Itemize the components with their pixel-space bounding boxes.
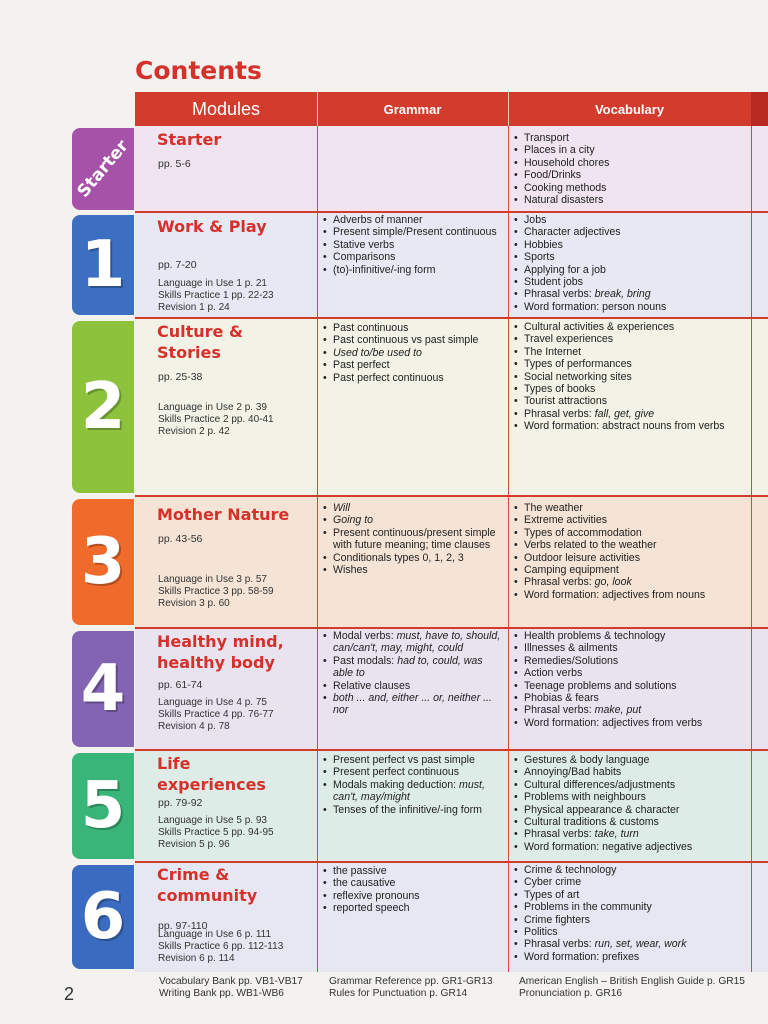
grammar-item: [322, 226, 504, 238]
vocabulary-item: [513, 692, 748, 704]
grammar-text: Conditionals types 0, 1, 2, 3: [333, 551, 464, 564]
reference-line: Revision 6 p. 114: [158, 953, 235, 964]
footer-col-2: [329, 976, 493, 1000]
vocabulary-text: Phrasal verbs:: [524, 704, 595, 717]
vocabulary-text: Crime fighters: [524, 913, 590, 926]
module-tab: [72, 215, 134, 315]
grammar-item: [322, 804, 504, 816]
module-row: [135, 628, 768, 750]
grammar-text: Adverbs of manner: [333, 214, 423, 226]
vocabulary-text: Word formation: prefixes: [524, 950, 640, 963]
footer-col-1: [159, 976, 303, 1000]
module-pages: pp. 79-92: [158, 797, 203, 809]
module-row: [135, 750, 768, 862]
vocabulary-text: Crime & technology: [524, 864, 617, 876]
vocabulary-item: [513, 321, 748, 333]
module-row: [135, 496, 768, 628]
row-separator: [135, 861, 768, 863]
vocabulary-item: [513, 132, 748, 144]
vocabulary-text: Student jobs: [524, 276, 583, 289]
header-edge: [751, 92, 768, 126]
module-pages: pp. 7-20: [158, 259, 197, 271]
module-number: 1: [80, 228, 126, 302]
grammar-text: Past continuous: [333, 322, 409, 334]
grammar-text: reflexive pronouns: [333, 889, 420, 902]
grammar-text: Wishes: [333, 564, 368, 577]
column-divider: [751, 750, 752, 862]
vocabulary-text: Types of art: [524, 888, 580, 901]
vocabulary-item: [513, 226, 748, 238]
vocabulary-list: [513, 754, 748, 853]
reference-line: Language in Use 1 p. 21: [158, 278, 267, 289]
grammar-italic: must, have to, should, can/can't, may, might, could: [333, 630, 501, 655]
reference-line: Revision 5 p. 96: [158, 839, 230, 850]
grammar-italic: Will: [333, 502, 350, 514]
footer-col-3: [519, 976, 745, 1000]
vocabulary-item: [513, 791, 748, 803]
vocabulary-text: Action verbs: [524, 667, 583, 680]
vocabulary-text: Phrasal verbs:: [524, 938, 595, 951]
grammar-list: [322, 322, 504, 384]
vocabulary-item: [513, 754, 748, 766]
vocabulary-text: The Internet: [524, 345, 582, 358]
vocabulary-text: Cultural differences/adjustments: [524, 778, 676, 791]
vocabulary-text: Problems with neighbours: [524, 791, 646, 804]
reference-line: Skills Practice 3 pp. 58-59: [158, 586, 274, 597]
grammar-text: the causative: [333, 877, 396, 890]
module-row: [135, 126, 768, 212]
vocabulary-item: [513, 157, 748, 169]
grammar-item: [322, 630, 504, 655]
grammar-list: [322, 502, 504, 576]
vocabulary-text: The weather: [524, 502, 583, 514]
grammar-list: [322, 630, 504, 717]
module-number: 4: [80, 652, 126, 726]
vocabulary-item: [513, 371, 748, 383]
page-number: 2: [64, 984, 75, 1004]
vocabulary-list: [513, 321, 748, 433]
grammar-item: [322, 779, 504, 804]
column-divider: [751, 628, 752, 750]
grammar-text: Modal verbs:: [333, 630, 397, 642]
vocabulary-text: Types of books: [524, 383, 596, 396]
vocabulary-text: Household chores: [524, 156, 610, 169]
grammar-item: [322, 692, 504, 717]
grammar-item: [322, 754, 504, 766]
vocabulary-text: Cyber crime: [524, 876, 582, 889]
module-pages: pp. 61-74: [158, 679, 203, 691]
vocabulary-italic: go, look: [594, 576, 632, 589]
column-divider: [508, 496, 509, 628]
vocabulary-item: [513, 239, 748, 251]
vocabulary-text: Social networking sites: [524, 370, 632, 383]
grammar-italic: Used to/be used to: [333, 346, 422, 359]
grammar-item: [322, 552, 504, 564]
vocabulary-text: Word formation: adjectives from verbs: [524, 716, 703, 729]
vocabulary-item: [513, 182, 748, 194]
grammar-italic: both ... and, either ... or, neither ... nor: [333, 692, 492, 717]
column-divider: [508, 126, 509, 212]
reference-line: Language in Use 3 p. 57: [158, 574, 267, 585]
footer-line: Vocabulary Bank pp. VB1-VB17: [159, 976, 303, 987]
vocabulary-item: [513, 333, 748, 345]
vocabulary-text: Travel experiences: [524, 333, 614, 346]
module-references: [158, 815, 274, 851]
grammar-text: Present perfect vs past simple: [333, 754, 475, 766]
module-name: Starter: [157, 130, 222, 149]
module-number: 2: [80, 370, 126, 444]
grammar-text: Past modals:: [333, 654, 398, 667]
vocabulary-text: Word formation: negative adjectives: [524, 840, 693, 853]
grammar-text: (to)-infinitive/-ing form: [333, 263, 436, 276]
vocabulary-text: Character adjectives: [524, 226, 621, 239]
header-vocabulary: Vocabulary: [594, 101, 665, 117]
column-divider: [508, 212, 509, 318]
vocabulary-text: Politics: [524, 926, 558, 939]
vocabulary-item: [513, 383, 748, 395]
grammar-italic: Going to: [333, 514, 374, 527]
vocabulary-text: Annoying/Bad habits: [524, 766, 622, 779]
vocabulary-item: [513, 779, 748, 791]
vocabulary-item: [513, 276, 748, 288]
vocabulary-text: Outdoor leisure activities: [524, 551, 640, 564]
column-divider: [317, 862, 318, 972]
row-separator: [135, 211, 768, 213]
module-name: Mother Nature: [157, 505, 290, 524]
column-divider: [751, 126, 752, 212]
vocabulary-item: [513, 589, 748, 601]
grammar-text: Present simple/Present continuous: [333, 226, 497, 239]
vocabulary-list: [513, 214, 748, 313]
vocabulary-list: [513, 132, 748, 206]
grammar-text: Relative clauses: [333, 679, 411, 692]
vocabulary-item: [513, 914, 748, 926]
page-title: Contents: [135, 56, 262, 85]
grammar-text: Tenses of the infinitive/-ing form: [333, 803, 482, 816]
grammar-text: Stative verbs: [333, 238, 395, 251]
vocabulary-text: Gestures & body language: [524, 754, 650, 766]
module-name: Culture & Stories: [157, 322, 243, 362]
grammar-item: [322, 251, 504, 263]
vocabulary-item: [513, 144, 748, 156]
grammar-item: [322, 347, 504, 359]
module-references: [158, 574, 274, 610]
reference-line: Language in Use 5 p. 93: [158, 815, 267, 826]
module-tab: [72, 865, 134, 969]
module-row: [135, 212, 768, 318]
vocabulary-item: [513, 408, 748, 420]
row-separator: [135, 749, 768, 751]
vocabulary-italic: break, bring: [594, 288, 651, 301]
module-pages: pp. 43-56: [158, 533, 203, 545]
footer-line: Rules for Punctuation p. GR14: [329, 988, 468, 999]
vocabulary-list: [513, 502, 748, 601]
vocabulary-text: Phrasal verbs:: [524, 288, 595, 301]
vocabulary-text: Camping equipment: [524, 564, 619, 577]
vocabulary-text: Phrasal verbs:: [524, 828, 595, 841]
column-divider: [317, 318, 318, 496]
grammar-item: [322, 264, 504, 276]
reference-line: Language in Use 4 p. 75: [158, 697, 267, 708]
vocabulary-text: Illnesses & ailments: [524, 642, 618, 655]
vocabulary-item: [513, 926, 748, 938]
vocabulary-item: [513, 527, 748, 539]
vocabulary-text: Sports: [524, 251, 555, 264]
column-divider: [317, 126, 318, 212]
vocabulary-text: Hobbies: [524, 238, 563, 251]
module-name: Crime & community: [157, 865, 258, 905]
vocabulary-text: Word formation: adjectives from nouns: [524, 588, 706, 601]
column-divider: [508, 750, 509, 862]
reference-line: Revision 4 p. 78: [158, 721, 230, 732]
grammar-item: [322, 902, 504, 914]
vocabulary-text: Phobias & fears: [524, 692, 599, 705]
column-divider: [508, 318, 509, 496]
vocabulary-item: [513, 901, 748, 913]
grammar-text: Comparisons: [333, 251, 396, 264]
vocabulary-item: [513, 864, 748, 876]
grammar-item: [322, 372, 504, 384]
reference-line: Skills Practice 4 pp. 76-77: [158, 709, 274, 720]
column-divider: [317, 496, 318, 628]
module-row: [135, 862, 768, 972]
grammar-text: Present continuous/present simple with future meaning; time clauses: [333, 526, 496, 552]
vocabulary-item: [513, 816, 748, 828]
vocabulary-item: [513, 642, 748, 654]
vocabulary-item: [513, 717, 748, 729]
table-header: [135, 92, 768, 126]
column-divider: [751, 212, 752, 318]
grammar-item: [322, 564, 504, 576]
reference-line: Skills Practice 1 pp. 22-23: [158, 290, 274, 301]
vocabulary-item: [513, 288, 748, 300]
row-separator: [135, 317, 768, 319]
module-references: [158, 929, 283, 965]
module-name: Work & Play: [157, 217, 267, 236]
vocabulary-italic: run, set, wear, work: [594, 938, 687, 951]
vocabulary-text: Phrasal verbs:: [524, 576, 595, 589]
vocabulary-text: Problems in the community: [524, 901, 652, 914]
column-divider: [751, 318, 752, 496]
vocabulary-item: [513, 346, 748, 358]
vocabulary-text: Physical appearance & character: [524, 803, 680, 816]
row-separator: [135, 495, 768, 497]
grammar-item: [322, 877, 504, 889]
vocabulary-item: [513, 169, 748, 181]
column-divider: [317, 628, 318, 750]
grammar-item: [322, 359, 504, 371]
vocabulary-text: Tourist attractions: [524, 395, 608, 408]
vocabulary-item: [513, 214, 748, 226]
grammar-item: [322, 214, 504, 226]
column-divider: [751, 496, 752, 628]
module-number: 5: [80, 769, 126, 843]
module-number: 6: [80, 880, 126, 954]
grammar-list: [322, 214, 504, 276]
vocabulary-text: Cultural traditions & customs: [524, 816, 659, 829]
module-pages: pp. 5-6: [158, 158, 191, 170]
vocabulary-item: [513, 264, 748, 276]
header-grammar: Grammar: [383, 101, 442, 117]
vocabulary-item: [513, 358, 748, 370]
vocabulary-text: Natural disasters: [524, 194, 604, 207]
module-tab: [72, 321, 134, 493]
vocabulary-text: Jobs: [524, 214, 547, 226]
column-divider: [508, 862, 509, 972]
vocabulary-item: [513, 514, 748, 526]
module-references: [158, 697, 274, 733]
column-divider: [317, 212, 318, 318]
vocabulary-text: Types of performances: [524, 358, 632, 371]
vocabulary-item: [513, 502, 748, 514]
vocabulary-text: Remedies/Solutions: [524, 654, 619, 667]
grammar-text: Past continuous vs past simple: [333, 334, 479, 347]
grammar-item: [322, 890, 504, 902]
column-divider: [317, 750, 318, 862]
vocabulary-item: [513, 395, 748, 407]
reference-line: Language in Use 2 p. 39: [158, 402, 267, 413]
grammar-text: reported speech: [333, 902, 410, 915]
grammar-item: [322, 865, 504, 877]
reference-line: Revision 2 p. 42: [158, 426, 230, 437]
vocabulary-item: [513, 301, 748, 313]
grammar-item: [322, 239, 504, 251]
module-pages: pp. 97-110: [158, 920, 208, 932]
vocabulary-item: [513, 420, 748, 432]
grammar-item: [322, 502, 504, 514]
grammar-item: [322, 766, 504, 778]
starter-tab: [72, 128, 134, 210]
grammar-italic: had to, could, was able to: [333, 654, 483, 680]
grammar-item: [322, 514, 504, 526]
vocabulary-item: [513, 841, 748, 853]
module-tab: [72, 753, 134, 859]
grammar-italic: must, can't, may/might: [333, 778, 485, 804]
vocabulary-item: [513, 552, 748, 564]
vocabulary-item: [513, 889, 748, 901]
vocabulary-italic: fall, get, give: [594, 407, 655, 420]
vocabulary-text: Extreme activities: [524, 514, 608, 527]
vocabulary-item: [513, 667, 748, 679]
vocabulary-text: Food/Drinks: [524, 169, 582, 182]
reference-line: Revision 3 p. 60: [158, 598, 230, 609]
grammar-item: [322, 655, 504, 680]
vocabulary-item: [513, 655, 748, 667]
vocabulary-text: Places in a city: [524, 144, 595, 157]
module-number: 3: [80, 525, 126, 599]
vocabulary-list: [513, 630, 748, 729]
module-name: Healthy mind, healthy body: [157, 632, 284, 672]
grammar-list: [322, 865, 504, 915]
footer-line: Grammar Reference pp. GR1-GR13: [329, 976, 493, 987]
module-name: Life experiences: [157, 754, 266, 794]
vocabulary-item: [513, 564, 748, 576]
column-divider: [508, 628, 509, 750]
vocabulary-item: [513, 251, 748, 263]
vocabulary-item: [513, 876, 748, 888]
vocabulary-text: Word formation: abstract nouns from verbs: [524, 420, 725, 433]
vocabulary-item: [513, 576, 748, 588]
grammar-list: [322, 754, 504, 816]
reference-line: Skills Practice 5 pp. 94-95: [158, 827, 274, 838]
grammar-text: the passive: [333, 865, 387, 877]
grammar-item: [322, 680, 504, 692]
vocabulary-item: [513, 938, 748, 950]
grammar-text: Past perfect continuous: [333, 371, 444, 384]
module-references: [158, 402, 274, 438]
row-separator: [135, 627, 768, 629]
grammar-text: Past perfect: [333, 359, 390, 372]
vocabulary-item: [513, 194, 748, 206]
vocabulary-item: [513, 680, 748, 692]
footer-line: American English – British English Guide p. GR15: [519, 976, 745, 987]
grammar-item: [322, 527, 504, 552]
vocabulary-text: Verbs related to the weather: [524, 539, 657, 552]
header-modules: Modules: [191, 98, 261, 119]
vocabulary-text: Health problems & technology: [524, 630, 666, 642]
vocabulary-text: Cooking methods: [524, 181, 607, 194]
column-divider: [751, 862, 752, 972]
reference-line: Skills Practice 6 pp. 112-113: [158, 941, 284, 952]
vocabulary-item: [513, 704, 748, 716]
grammar-item: [322, 334, 504, 346]
vocabulary-text: Applying for a job: [524, 263, 606, 276]
vocabulary-text: Phrasal verbs:: [524, 407, 595, 420]
footer-line: Writing Bank pp. WB1-WB6: [159, 988, 284, 999]
reference-line: Skills Practice 2 pp. 40-41: [158, 414, 274, 425]
vocabulary-text: Types of accommodation: [524, 526, 642, 539]
module-row: [135, 318, 768, 496]
vocabulary-text: Teenage problems and solutions: [524, 679, 677, 692]
vocabulary-item: [513, 630, 748, 642]
module-number: Starter: [73, 136, 133, 202]
vocabulary-list: [513, 864, 748, 963]
vocabulary-item: [513, 951, 748, 963]
module-tab: [72, 499, 134, 625]
grammar-item: [322, 322, 504, 334]
vocabulary-item: [513, 766, 748, 778]
vocabulary-text: Word formation: person nouns: [524, 300, 667, 313]
vocabulary-item: [513, 804, 748, 816]
vocabulary-text: Transport: [524, 132, 569, 144]
vocabulary-item: [513, 828, 748, 840]
module-tab: [72, 631, 134, 747]
vocabulary-italic: take, turn: [594, 828, 639, 841]
vocabulary-italic: make, put: [594, 704, 642, 717]
vocabulary-text: Cultural activities & experiences: [524, 321, 675, 333]
vocabulary-item: [513, 539, 748, 551]
module-pages: pp. 25-38: [158, 371, 203, 383]
reference-line: Revision 1 p. 24: [158, 302, 230, 313]
grammar-text: Present perfect continuous: [333, 766, 460, 779]
module-references: [158, 278, 274, 314]
reference-line: Language in Use 6 p. 111: [158, 929, 272, 940]
grammar-text: Modals making deduction:: [333, 778, 460, 791]
footer-line: Pronunciation p. GR16: [519, 988, 623, 999]
